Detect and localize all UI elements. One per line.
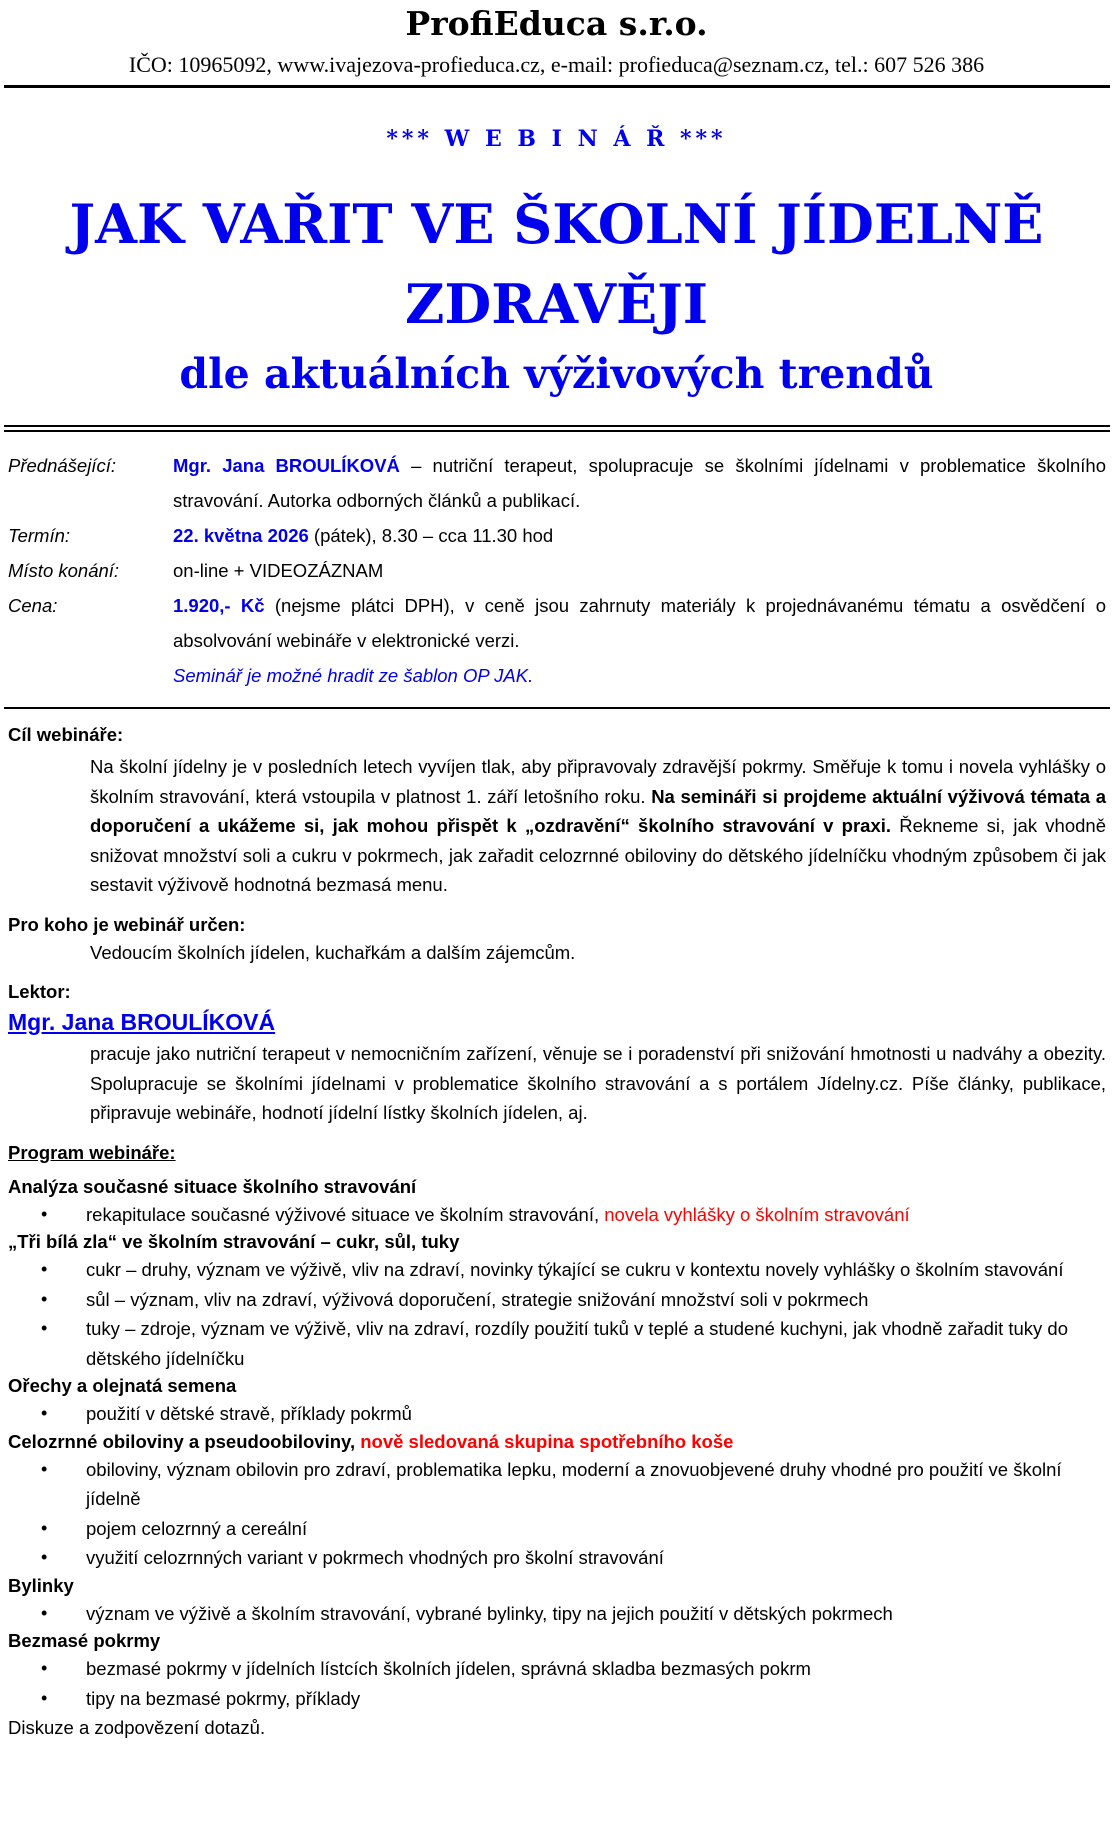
list-item-text: tuky – zdroje, význam ve výživě, vliv na zdraví, rozdíly použití tuků v teplé a studené kuchyni, jak vhodně zařadit tuky do dětského jídelníčku (86, 1318, 1069, 1369)
lector-name-link[interactable]: Mgr. Jana BROULÍKOVÁ (8, 1009, 276, 1035)
program-bullet-list (8, 1399, 1106, 1429)
list-item-text: bezmasé pokrmy v jídelních lístcích školních jídelen, správná skladba bezmasých pokrm (86, 1658, 811, 1679)
list-item (8, 1255, 1106, 1285)
title-line-2: ZDRAVĚJI (405, 272, 708, 336)
list-item (8, 1285, 1106, 1315)
goal-text (90, 752, 1106, 900)
program-heading: Program webináře: (8, 1141, 176, 1163)
list-item (8, 1543, 1106, 1573)
list-item-text: obiloviny, význam obilovin pro zdraví, problematika lepku, moderní a znovuobjevené druhy vhodné pro použití ve školní jídelně (86, 1458, 1062, 1509)
date-label: Termín: (8, 525, 71, 546)
lecturer-desc: – nutriční terapeut, spolupracuje se školními jídelnami v problematice školního stravování. Autorka odborných článků a publikací. (173, 455, 1106, 511)
company-name: ProfiEduca s.r.o. (405, 4, 708, 43)
place-label: Místo konání: (8, 560, 120, 581)
list-item (8, 1684, 1106, 1714)
section-title-text: Ořechy a olejnatá semena (8, 1375, 237, 1396)
info-row-date (8, 518, 1106, 553)
bullet-icon: • (41, 1458, 48, 1479)
price-rest: (nejsme plátci DPH), v ceně jsou zahrnuty materiály k projednávanému tématu a osvědčení o absolvování webináře v elektronické verzi. (173, 595, 1107, 651)
list-item-text: pojem celozrnný a cereální (86, 1517, 308, 1539)
list-item-text: využití celozrnných variant v pokrmech vhodných pro školní stravování (86, 1547, 664, 1568)
program-list (8, 1174, 1106, 1714)
price-value: 1.920,- Kč (173, 595, 265, 616)
bullet-icon: • (41, 1547, 48, 1567)
list-item (8, 1314, 1106, 1373)
bullet-icon: • (41, 1203, 48, 1224)
list-item (8, 1654, 1106, 1684)
lecturer-label: Přednášející: (8, 455, 116, 476)
company-contact: IČO: 10965092, www.ivajezova-profieduca.cz, e-mail: profieduca@seznam.cz, tel.: 607 526 386 (128, 52, 985, 77)
section-title-text: „Tři bílá zla“ ve školním stravování – cukr, sůl, tuky (8, 1231, 460, 1252)
section-title-text: Analýza současné situace školního stravování (8, 1175, 417, 1197)
goal-heading: Cíl webináře: (8, 724, 124, 745)
list-item-highlight: novela vyhlášky o školním stravování (604, 1203, 910, 1225)
list-item (8, 1200, 1106, 1230)
list-item-text: tipy na bezmasé pokrmy, příklady (86, 1687, 361, 1709)
date-value: 22. května 2026 (173, 525, 309, 546)
header-divider (4, 85, 1110, 88)
program-bullet-list (8, 1255, 1106, 1373)
list-item-text: sůl – význam, vliv na zdraví, výživová doporučení, strategie snižování množství soli v pokrmech (86, 1288, 869, 1310)
double-divider-top (4, 425, 1110, 427)
bullet-icon: • (41, 1288, 48, 1309)
double-divider-bottom (4, 430, 1110, 432)
webinar-tag: *** W E B I N Á Ř *** (386, 126, 727, 152)
program-section-title (8, 1628, 1106, 1654)
info-row-lecturer (8, 448, 1106, 518)
title-subtitle: dle aktuálních výživových trendů (179, 350, 934, 398)
program-bullet-list (8, 1200, 1106, 1230)
date-rest: (pátek), 8.30 – cca 11.30 hod (308, 525, 554, 546)
lecturer-value (173, 448, 1106, 518)
bullet-icon: • (41, 1687, 48, 1708)
section-title-text: Bylinky (8, 1574, 74, 1596)
program-section-title (8, 1174, 1106, 1200)
section-title-text: Celozrnné obiloviny a pseudoobiloviny, (8, 1430, 361, 1452)
goal-text-a: Na školní jídelny je v posledních letech vyvíjen tlak, aby připravovaly zdravější pokrmy. Směřuje k tomu i novela vyhlášky o školním stravování, která vstoupila v platnost 1. září letošního roku. (90, 756, 1106, 807)
audience-text: Vedoucím školních jídelen, kuchařkám a dalším zájemcům. (90, 941, 576, 963)
title-line-1: JAK VAŘIT VE ŠKOLNÍ JÍDELNĚ (69, 192, 1044, 256)
program-bullet-list (8, 1455, 1106, 1573)
price-label: Cena: (8, 595, 58, 616)
info-row-place (8, 553, 1106, 588)
goal-text-b: Řekneme si, jak vhodně snižovat množství soli a cukru v pokrmech, jak zařadit celozrnné obiloviny do dětského jídelníčku vhodným způsobem či jak sestavit výživově hodnotná bezmasá menu. (90, 815, 1106, 895)
program-closing: Diskuze a zodpovězení dotazů. (8, 1717, 266, 1738)
info-row-price (8, 588, 1106, 693)
audience-heading: Pro koho je webinář určen: (8, 913, 246, 935)
bullet-icon: • (41, 1403, 48, 1423)
price-value-wrap (173, 588, 1106, 693)
bullet-icon: • (41, 1318, 48, 1338)
list-item (8, 1455, 1106, 1514)
info-block (8, 448, 1106, 693)
content-body (8, 722, 1106, 1743)
list-item (8, 1399, 1106, 1429)
program-section-title (8, 1373, 1106, 1399)
list-item-text: cukr – druhy, význam ve výživě, vliv na zdraví, novinky týkající se cukru v kontextu novely vyhlášky o školním stavování (86, 1259, 1064, 1280)
bullet-icon: • (41, 1517, 48, 1538)
info-divider (4, 707, 1110, 709)
bullet-icon: • (41, 1259, 48, 1279)
lecturer-name: Mgr. Jana BROULÍKOVÁ (173, 455, 400, 476)
goal-text-bold: Na semináři si projdeme aktuální výživová témata a doporučení a ukážeme si, jak mohou přispět k „ozdravění“ školního stravování v praxi. (90, 785, 1106, 836)
bullet-icon: • (41, 1658, 48, 1678)
place-value: on-line + VIDEOZÁZNAM (173, 560, 384, 581)
section-title-highlight: nově sledovaná skupina spotřebního koše (360, 1430, 734, 1452)
bullet-icon: • (41, 1602, 48, 1623)
section-title-text: Bezmasé pokrmy (8, 1630, 161, 1651)
price-note: Seminář je možné hradit ze šablon OP JAK. (173, 665, 534, 686)
list-item (8, 1599, 1106, 1629)
program-section-title (8, 1573, 1106, 1599)
list-item-text: použití v dětské stravě, příklady pokrmů (86, 1403, 412, 1424)
program-section-title (8, 1429, 1106, 1455)
program-bullet-list (8, 1654, 1106, 1713)
list-item-text: rekapitulace současné výživové situace ve školním stravování, (86, 1203, 605, 1225)
lector-heading: Lektor: (8, 981, 71, 1002)
program-section-title (8, 1229, 1106, 1255)
lector-text: pracuje jako nutriční terapeut v nemocničním zařízení, věnuje se i poradenství při snižování hmotnosti u nadváhy a obezity. Spolupracuje se školními jídelnami v problematice školního stravování a s portálem Jídelny.cz. Píše články, publikace, připravuje webináře, hodnotí jídelní lístky školních jídelen, aj. (90, 1043, 1106, 1123)
program-bullet-list (8, 1599, 1106, 1629)
date-value-wrap (173, 518, 1106, 553)
list-item (8, 1514, 1106, 1544)
list-item-text: význam ve výživě a školním stravování, vybrané bylinky, tipy na jejich použití v dětských pokrmech (86, 1602, 893, 1624)
